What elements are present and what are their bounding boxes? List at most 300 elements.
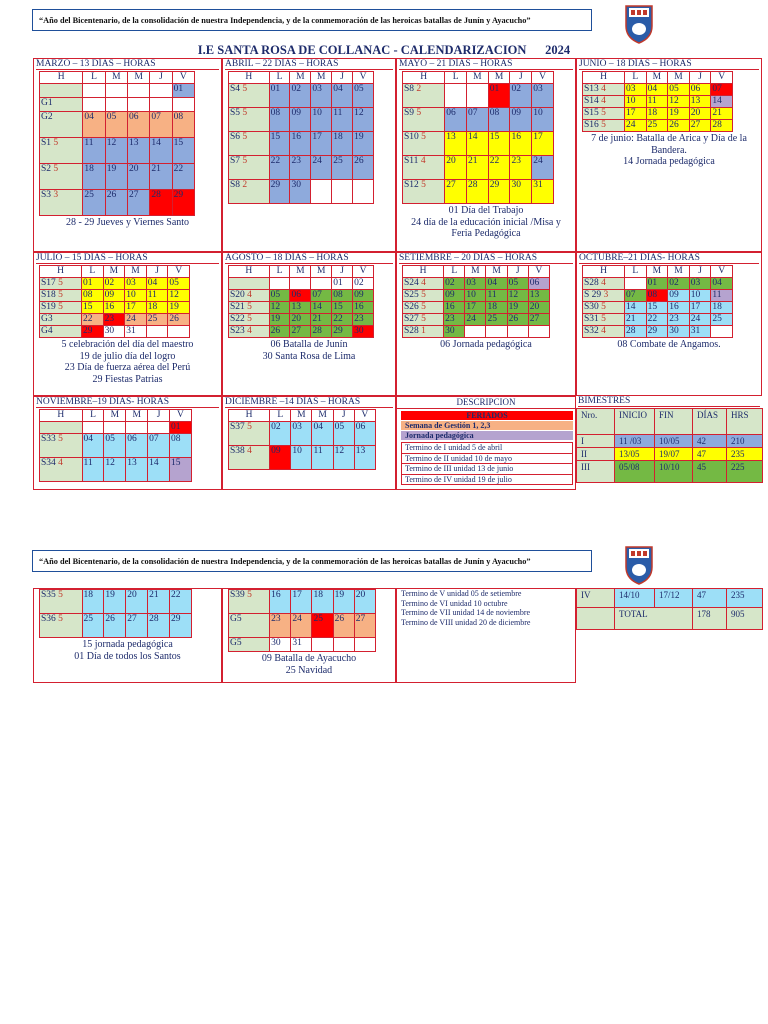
week-row <box>40 84 195 98</box>
day-cell <box>290 278 311 290</box>
week-label: S20 4 <box>229 290 270 302</box>
week-label <box>40 422 83 434</box>
day-cell <box>528 326 549 338</box>
day-cell: 18 <box>146 302 168 314</box>
day-cell: 23 <box>444 314 465 326</box>
month-noviembre-cont <box>33 588 222 683</box>
day-cell: 14 <box>467 132 489 156</box>
week-label: S21 5 <box>229 302 270 314</box>
day-cell <box>128 84 150 98</box>
calendar-grid <box>39 589 192 638</box>
day-cell: 06 <box>528 278 549 290</box>
unidad-item: Termino de VII unidad 14 de noviembre <box>401 608 531 617</box>
week-label: S24 4 <box>403 278 444 290</box>
week-row <box>229 108 374 132</box>
day-cell: 08 <box>82 290 104 302</box>
week-row <box>403 302 550 314</box>
day-cell: 07 <box>625 290 647 302</box>
unidad-item: Termino de V unidad 05 de setiembre <box>401 589 522 598</box>
day-cell: 12 <box>269 302 290 314</box>
day-cell: 10 <box>311 108 332 132</box>
day-cell: 14 <box>311 302 332 314</box>
bim-cell: 47 <box>693 589 727 608</box>
day-cell <box>82 422 104 434</box>
day-cell: 10 <box>125 290 147 302</box>
day-cell: 30 <box>353 326 374 338</box>
day-cell: 02 <box>353 278 374 290</box>
day-header: J <box>333 410 354 422</box>
unidad-item: Termino de III unidad 13 de junio <box>402 464 573 475</box>
day-header: J <box>332 266 353 278</box>
day-header: H <box>583 72 625 84</box>
day-header: V <box>168 266 190 278</box>
week-label: S15 5 <box>583 108 625 120</box>
week-row <box>403 180 554 204</box>
week-label: S22 5 <box>229 314 270 326</box>
day-cell: 14 <box>150 138 172 164</box>
day-cell: 15 <box>82 302 104 314</box>
day-cell: 15 <box>172 138 194 164</box>
day-cell: 12 <box>104 458 126 482</box>
day-cell: 09 <box>510 108 532 132</box>
day-cell: 13 <box>689 96 711 108</box>
day-cell: 17 <box>291 590 312 614</box>
week-row <box>583 84 733 96</box>
header-banner-2: “Año del Bicentenario, de la consolidación de nuestra Independencia, y de la conmemoración de las heroicas batallas de Junín y Ayacucho” <box>32 550 592 572</box>
day-cell: 02 <box>510 84 532 108</box>
day-cell: 23 <box>270 614 291 638</box>
day-cell: 10 <box>625 96 647 108</box>
note-line: 08 Combate de Angamos. <box>617 339 721 350</box>
calendar-grid <box>402 265 550 338</box>
day-cell: 12 <box>333 446 354 470</box>
month-notes <box>581 133 757 168</box>
bim-cell: 10/10 <box>655 461 693 483</box>
week-row <box>40 590 192 614</box>
month-mayo <box>396 58 576 252</box>
unidad-item: Termino de VI unidad 10 octubre <box>401 598 508 608</box>
day-cell: 25 <box>646 120 668 132</box>
day-header: M <box>291 410 312 422</box>
month-notes <box>38 339 217 385</box>
month-title: MAYO – 21 DÍAS – HORAS <box>399 59 573 70</box>
week-row <box>403 84 554 108</box>
week-label: S26 5 <box>403 302 444 314</box>
week-label <box>40 84 83 98</box>
week-label: S25 5 <box>403 290 444 302</box>
bim-cell: 45 <box>693 461 727 483</box>
week-row <box>583 120 733 132</box>
day-header: M <box>467 72 489 84</box>
day-header: M <box>125 266 147 278</box>
day-header: V <box>353 72 374 84</box>
day-header: M <box>103 266 125 278</box>
day-cell: 07 <box>150 112 172 138</box>
day-cell: 14 <box>711 96 733 108</box>
bim-header: Nro. <box>577 409 615 435</box>
note-line: 30 Santa Rosa de Lima <box>262 350 356 362</box>
day-cell <box>104 422 126 434</box>
day-cell: 22 <box>172 164 194 190</box>
unidad-item: Termino de II unidad 10 de mayo <box>402 453 573 464</box>
week-row <box>40 112 195 138</box>
day-header: H <box>403 72 445 84</box>
day-cell: 21 <box>625 314 647 326</box>
day-header: H <box>40 410 83 422</box>
day-cell <box>146 326 168 338</box>
day-cell: 19 <box>168 302 190 314</box>
day-cell: 01 <box>172 84 194 98</box>
week-label <box>229 278 270 290</box>
descripcion-panel <box>396 396 576 490</box>
day-cell: 21 <box>148 590 170 614</box>
day-cell: 31 <box>125 326 147 338</box>
day-cell: 11 <box>332 108 353 132</box>
day-cell: 22 <box>646 314 668 326</box>
note-line: 06 Batalla de Junín <box>270 339 348 350</box>
week-label: S27 5 <box>403 314 444 326</box>
bim-header: INICIO <box>615 409 655 435</box>
day-cell: 22 <box>170 590 192 614</box>
day-cell: 29 <box>172 190 194 216</box>
day-cell: 12 <box>668 96 690 108</box>
week-label: S16 5 <box>583 120 625 132</box>
day-cell: 05 <box>507 278 528 290</box>
day-cell: 02 <box>103 278 125 290</box>
calendar-grid <box>228 71 374 204</box>
week-label: S33 5 <box>40 434 83 458</box>
day-cell: 31 <box>291 638 312 652</box>
week-label: G5 <box>229 614 270 638</box>
day-header: M <box>646 266 668 278</box>
week-row <box>229 638 376 652</box>
week-label: S1 5 <box>40 138 83 164</box>
week-row <box>229 590 376 614</box>
day-cell: 13 <box>126 458 148 482</box>
week-row <box>40 164 195 190</box>
day-cell: 26 <box>104 614 126 638</box>
day-cell: 12 <box>353 108 374 132</box>
day-cell: 06 <box>354 422 375 446</box>
day-cell: 11 <box>146 290 168 302</box>
day-header: L <box>82 266 104 278</box>
week-row <box>40 98 195 112</box>
week-label: S18 5 <box>40 290 82 302</box>
week-row <box>40 314 190 326</box>
bim-header: DÍAS <box>693 409 727 435</box>
bim-cell: 210 <box>727 435 763 448</box>
week-row <box>583 96 733 108</box>
day-cell: 17 <box>532 132 554 156</box>
day-cell: 20 <box>126 590 148 614</box>
day-cell: 09 <box>103 290 125 302</box>
day-header: H <box>40 266 82 278</box>
day-cell <box>150 98 172 112</box>
week-row <box>403 108 554 132</box>
day-cell: 19 <box>105 164 127 190</box>
bim-total-days: 178 <box>693 608 727 630</box>
week-row <box>403 314 550 326</box>
week-label: S13 4 <box>583 84 625 96</box>
day-cell: 11 <box>312 446 333 470</box>
calendar-grid <box>402 71 554 204</box>
day-cell: 12 <box>105 138 127 164</box>
day-cell: 16 <box>270 590 291 614</box>
week-label: S28 4 <box>583 278 625 290</box>
day-header: J <box>148 410 170 422</box>
day-cell: 04 <box>711 278 733 290</box>
calendar-grid <box>39 265 190 338</box>
day-cell: 03 <box>125 278 147 290</box>
day-cell <box>465 326 486 338</box>
week-row <box>583 290 733 302</box>
day-cell: 31 <box>689 326 711 338</box>
day-cell: 30 <box>444 326 465 338</box>
week-row <box>229 84 374 108</box>
week-label: S35 5 <box>40 590 83 614</box>
school-logo-2 <box>624 545 654 585</box>
day-header: H <box>229 72 270 84</box>
calendar-grid <box>228 409 376 470</box>
day-cell: 01 <box>646 278 668 290</box>
day-cell: 25 <box>82 614 104 638</box>
day-cell: 01 <box>488 84 510 108</box>
day-header: L <box>82 410 104 422</box>
day-cell: 28 <box>467 180 489 204</box>
day-cell: 10 <box>532 108 554 132</box>
week-row <box>40 302 190 314</box>
day-cell: 20 <box>445 156 467 180</box>
month-title: SETIEMBRE – 20 DÍAS – HORAS <box>399 253 573 264</box>
day-cell: 04 <box>332 84 353 108</box>
day-cell: 18 <box>332 132 353 156</box>
month-title: DICIEMBRE –14 DÍAS – HORAS <box>225 397 393 408</box>
day-cell: 28 <box>150 190 172 216</box>
day-cell: 29 <box>269 180 290 204</box>
note-line: 25 Navidad <box>285 664 333 676</box>
day-cell: 25 <box>312 614 333 638</box>
bimestres-title: BIMESTRES <box>578 396 760 407</box>
day-cell: 10 <box>291 446 312 470</box>
bim-cell: 42 <box>693 435 727 448</box>
day-cell <box>172 98 194 112</box>
bimestres-panel <box>576 396 762 490</box>
day-cell: 28 <box>311 326 332 338</box>
note-line: 19 de julio día del logro <box>79 350 176 362</box>
day-cell <box>311 180 332 204</box>
day-cell: 01 <box>170 422 192 434</box>
day-cell: 22 <box>332 314 353 326</box>
day-cell: 05 <box>168 278 190 290</box>
day-cell: 02 <box>444 278 465 290</box>
day-cell: 27 <box>126 614 148 638</box>
calendar-grid <box>582 265 733 338</box>
day-cell: 20 <box>528 302 549 314</box>
month-notes <box>38 217 217 229</box>
day-cell: 15 <box>269 132 290 156</box>
week-row <box>229 290 374 302</box>
week-label: S32 4 <box>583 326 625 338</box>
month-title: NOVIEMBRE–19 DÍAS- HORAS <box>36 397 219 408</box>
week-row <box>40 434 192 458</box>
legend-feriados: FERIADOS <box>401 411 573 420</box>
note-line: 06 Jornada pedagógica <box>440 339 532 350</box>
day-cell: 18 <box>82 590 104 614</box>
week-row <box>583 108 733 120</box>
week-label: S23 4 <box>229 326 270 338</box>
day-cell <box>105 98 127 112</box>
month-noviembre <box>33 396 222 490</box>
week-label: S 29 3 <box>583 290 625 302</box>
day-cell: 11 <box>646 96 668 108</box>
day-header: V <box>711 266 733 278</box>
calendar-grid <box>582 71 733 132</box>
day-cell <box>126 422 148 434</box>
day-cell: 26 <box>269 326 290 338</box>
month-setiembre <box>396 252 576 396</box>
day-cell: 11 <box>83 138 105 164</box>
bim-cell: 235 <box>727 448 763 461</box>
day-cell: 25 <box>711 314 733 326</box>
day-header: V <box>532 72 554 84</box>
month-title: JULIO – 15 DÍAS – HORAS <box>36 253 219 264</box>
week-row <box>229 314 374 326</box>
week-row <box>40 614 192 638</box>
week-row <box>40 278 190 290</box>
bim-cell: I <box>577 435 615 448</box>
day-cell: 03 <box>465 278 486 290</box>
day-cell: 16 <box>290 132 311 156</box>
day-cell: 26 <box>668 120 690 132</box>
day-cell: 04 <box>83 112 105 138</box>
day-cell: 23 <box>353 314 374 326</box>
day-cell: 22 <box>82 314 104 326</box>
day-cell: 15 <box>170 458 192 482</box>
day-cell <box>83 98 105 112</box>
month-notes <box>38 639 217 662</box>
day-cell: 03 <box>532 84 554 108</box>
day-cell: 16 <box>353 302 374 314</box>
day-header: L <box>445 72 467 84</box>
day-cell: 21 <box>311 314 332 326</box>
day-header: V <box>528 266 549 278</box>
day-cell <box>467 84 489 108</box>
bimestres-table <box>576 408 763 483</box>
day-cell <box>445 84 467 108</box>
week-label: S11 4 <box>403 156 445 180</box>
week-row <box>229 446 376 470</box>
day-cell: 24 <box>689 314 711 326</box>
day-cell: 07 <box>311 290 332 302</box>
day-cell: 01 <box>82 278 104 290</box>
month-title: MARZO – 13 DÍAS – HORAS <box>36 59 219 70</box>
day-cell: 19 <box>269 314 290 326</box>
day-cell: 13 <box>445 132 467 156</box>
day-header: L <box>625 266 647 278</box>
day-cell: 25 <box>486 314 507 326</box>
day-cell: 25 <box>332 156 353 180</box>
day-cell: 17 <box>465 302 486 314</box>
month-diciembre-cont <box>222 588 396 683</box>
week-label: S34 4 <box>40 458 83 482</box>
day-cell: 05 <box>353 84 374 108</box>
day-cell: 06 <box>126 434 148 458</box>
day-header: L <box>269 266 290 278</box>
month-notes <box>581 339 757 351</box>
week-row <box>40 138 195 164</box>
day-header: M <box>290 266 311 278</box>
day-cell: 04 <box>312 422 333 446</box>
day-cell: 10 <box>689 290 711 302</box>
day-cell: 29 <box>488 180 510 204</box>
note-line: 09 Batalla de Ayacucho <box>261 653 357 664</box>
bimestres-table-2 <box>576 588 763 630</box>
bim-cell: 10/05 <box>655 435 693 448</box>
day-cell: 12 <box>168 290 190 302</box>
day-cell: 28 <box>148 614 170 638</box>
day-cell: 03 <box>311 84 332 108</box>
day-header: L <box>83 72 105 84</box>
month-abril <box>222 58 396 252</box>
day-header: M <box>486 266 507 278</box>
day-cell: 14 <box>148 458 170 482</box>
day-cell: 01 <box>269 84 290 108</box>
week-label: S17 5 <box>40 278 82 290</box>
week-row <box>403 278 550 290</box>
day-cell: 23 <box>103 314 125 326</box>
day-cell: 19 <box>353 132 374 156</box>
day-header: M <box>488 72 510 84</box>
day-cell: 27 <box>445 180 467 204</box>
day-header: M <box>311 72 332 84</box>
day-cell: 21 <box>711 108 733 120</box>
week-row <box>229 302 374 314</box>
week-label: G2 <box>40 112 83 138</box>
day-cell: 24 <box>311 156 332 180</box>
week-row <box>40 422 192 434</box>
day-cell: 27 <box>354 614 375 638</box>
day-cell: 01 <box>332 278 353 290</box>
month-julio <box>33 252 222 396</box>
day-cell <box>150 84 172 98</box>
week-label: S8 2 <box>403 84 445 108</box>
day-cell: 20 <box>128 164 150 190</box>
month-junio <box>576 58 762 252</box>
note-line: 5 celebración del día del maestro <box>61 339 194 350</box>
bim-cell: 19/07 <box>655 448 693 461</box>
day-header: M <box>311 266 332 278</box>
day-header: M <box>105 72 127 84</box>
day-header: H <box>229 410 270 422</box>
week-label: S8 2 <box>229 180 270 204</box>
week-row <box>229 156 374 180</box>
week-row <box>229 278 374 290</box>
day-cell: 13 <box>528 290 549 302</box>
bim-cell: 05/08 <box>615 461 655 483</box>
bim-cell: 14/10 <box>615 589 655 608</box>
day-header: L <box>625 72 647 84</box>
day-header: V <box>170 410 192 422</box>
week-label: S31 5 <box>583 314 625 326</box>
month-marzo <box>33 58 222 252</box>
day-cell: 21 <box>150 164 172 190</box>
note-line: 15 jornada pedagógica <box>82 639 173 650</box>
day-cell: 07 <box>711 84 733 96</box>
day-cell <box>168 326 190 338</box>
day-cell: 13 <box>128 138 150 164</box>
day-cell: 04 <box>82 434 104 458</box>
day-cell: 24 <box>291 614 312 638</box>
